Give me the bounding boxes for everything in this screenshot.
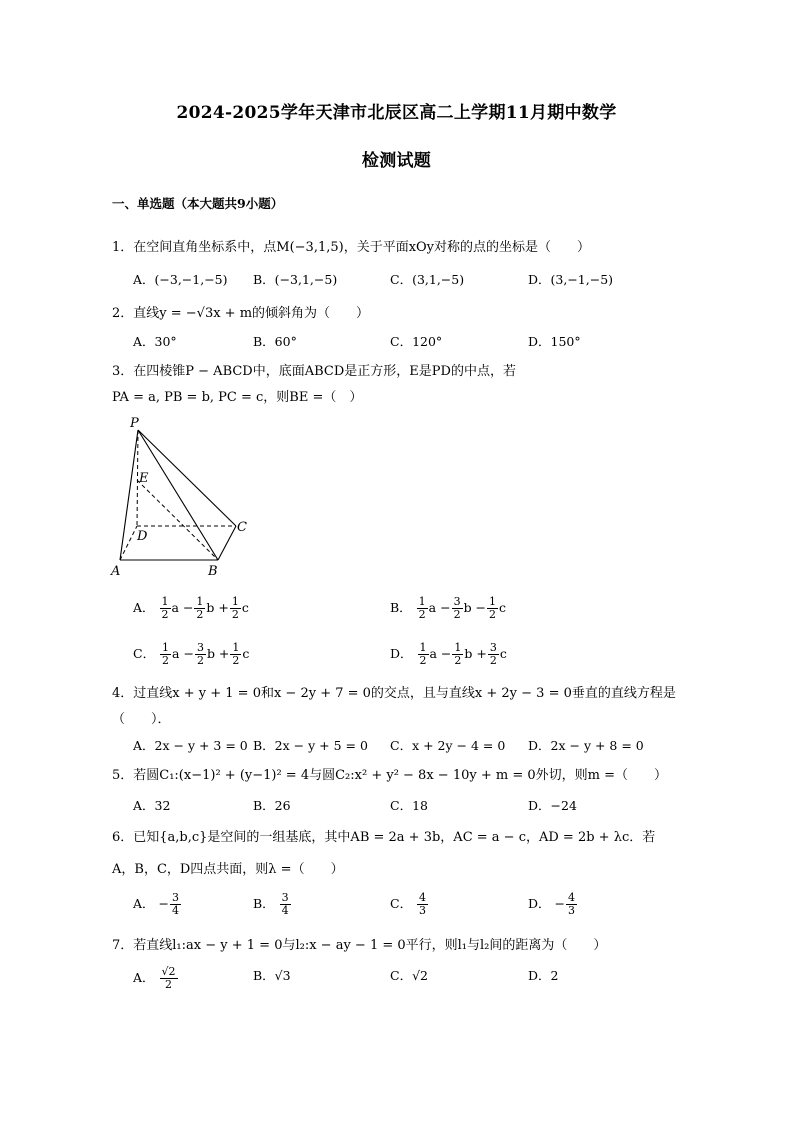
question-4-stem: 4．过直线x + y + 1 = 0和x − 2y + 7 = 0的交点，且与直线x + 2y − 3 = 0垂直的直线方程是 bbox=[112, 686, 676, 701]
option-a: A． $\frac{1}{2}$ a − $\frac{1}{2}$ b + $\frac{1}{2}$ c bbox=[133, 595, 249, 621]
question-6-options bbox=[133, 892, 693, 916]
pyramid-figure bbox=[108, 412, 258, 582]
option-b: B．(−3,1,−5) bbox=[253, 272, 338, 287]
option-b: B．60° bbox=[253, 334, 297, 349]
option-d: D． − $\frac{4}{3}$ bbox=[528, 891, 575, 917]
option-d: D．2 bbox=[528, 968, 559, 983]
option-b: B． $\frac{3}{4}$ bbox=[253, 891, 289, 917]
option-b: B．2x − y + 5 = 0 bbox=[253, 738, 368, 753]
question-7-options bbox=[133, 966, 693, 990]
fraction: $\frac{1}{2}$ bbox=[162, 641, 170, 667]
fraction: $\frac{3}{2}$ bbox=[453, 595, 461, 621]
fraction: $\frac{4}{3}$ bbox=[419, 891, 427, 917]
option-a: A．2x − y + 3 = 0 bbox=[133, 738, 248, 753]
fraction: $\frac{3}{4}$ bbox=[171, 891, 179, 917]
question-5-options bbox=[133, 796, 693, 820]
question-2-stem: 2．直线y = −√3x + m的倾斜角为（ ） bbox=[112, 306, 370, 321]
question-6-stem: 6．已知{a,b,c}是空间的一组基底，其中AB = 2a + 3b，AC = a − c，AD = 2b + λc．若 bbox=[112, 830, 656, 845]
fraction: $\frac{4}{3}$ bbox=[567, 891, 575, 917]
question-4-options bbox=[133, 736, 693, 760]
document-title: 2024-2025学年天津市北辰区高二上学期11月期中数学 bbox=[176, 103, 617, 123]
option-d: D．150° bbox=[528, 334, 581, 349]
question-3-stem: 3．在四棱锥P − ABCD中，底面ABCD是正方形，E是PD的中点，若 bbox=[112, 364, 516, 379]
label-b: B bbox=[208, 564, 218, 579]
option-c: C． $\frac{1}{2}$ a − $\frac{3}{2}$ b + $\frac{1}{2}$ c bbox=[133, 641, 250, 667]
fraction: $\frac{3}{2}$ bbox=[196, 641, 204, 667]
fraction: $\frac{3}{2}$ bbox=[489, 641, 497, 667]
fraction: $\frac{1}{2}$ bbox=[454, 641, 462, 667]
option-b: B． $\frac{1}{2}$ a − $\frac{3}{2}$ b − $\frac{1}{2}$ c bbox=[390, 595, 507, 621]
option-c: C．18 bbox=[390, 798, 428, 813]
label-c: C bbox=[237, 520, 247, 535]
option-c: C．x + 2y − 4 = 0 bbox=[390, 738, 506, 753]
fraction: $\frac{1}{2}$ bbox=[161, 595, 169, 621]
option-a: A．(−3,−1,−5) bbox=[133, 272, 228, 287]
question-1-options bbox=[133, 270, 693, 294]
question-6-stem-continued: A，B，C，D四点共面，则λ =（ ） bbox=[112, 862, 344, 877]
fraction: $\frac{1}{2}$ bbox=[419, 641, 427, 667]
fraction: $\frac{1}{2}$ bbox=[231, 595, 239, 621]
fraction: $\frac{1}{2}$ bbox=[489, 595, 497, 621]
option-c: C．(3,1,−5) bbox=[390, 272, 465, 287]
option-a: A． − $\frac{3}{4}$ bbox=[133, 891, 179, 917]
document-subtitle: 检测试题 bbox=[361, 151, 432, 171]
fraction: $\frac{√2}{2}$ bbox=[161, 965, 176, 991]
option-c: C．√2 bbox=[390, 968, 428, 983]
option-d: D． $\frac{1}{2}$ a − $\frac{1}{2}$ b + $\frac{3}{2}$ c bbox=[390, 641, 507, 667]
option-b: B．26 bbox=[253, 798, 291, 813]
label-p: P bbox=[130, 416, 139, 431]
option-c: C． $\frac{4}{3}$ bbox=[390, 891, 427, 917]
option-c: C．120° bbox=[390, 334, 443, 349]
option-d: D．2x − y + 8 = 0 bbox=[528, 738, 644, 753]
fraction: $\frac{1}{2}$ bbox=[418, 595, 426, 621]
question-2-options bbox=[133, 332, 693, 356]
question-1-stem: 1．在空间直角坐标系中，点M(−3,1,5)，关于平面xOy对称的点的坐标是（ ） bbox=[112, 240, 591, 255]
fraction: $\frac{1}{2}$ bbox=[232, 641, 240, 667]
option-d: D．(3,−1,−5) bbox=[528, 272, 614, 287]
option-a: A．32 bbox=[133, 798, 171, 813]
question-3-options-row2 bbox=[133, 642, 693, 666]
label-d: D bbox=[137, 529, 148, 544]
fraction: $\frac{3}{4}$ bbox=[281, 891, 289, 917]
section-heading: 一、单选题（本大题共9小题） bbox=[112, 196, 284, 211]
option-d: D．−24 bbox=[528, 798, 577, 813]
question-4-stem-continued: （ ）． bbox=[112, 712, 171, 727]
option-a: A．30° bbox=[133, 334, 177, 349]
fraction: $\frac{1}{2}$ bbox=[196, 595, 204, 621]
label-e: E bbox=[139, 471, 149, 486]
question-3-stem-continued: PA = a, PB = b, PC = c，则BE =（ ） bbox=[112, 390, 363, 405]
question-5-stem: 5．若圆C₁:(x−1)² + (y−1)² = 4与圆C₂:x² + y² − 8x − 10y + m = 0外切，则m =（ ） bbox=[112, 768, 667, 783]
option-a: A． $\frac{√2}{2}$ bbox=[133, 965, 176, 991]
label-a: A bbox=[111, 564, 121, 579]
question-7-stem: 7．若直线l₁:ax − y + 1 = 0与l₂:x − ay − 1 = 0平行，则l₁与l₂间的距离为（ ） bbox=[112, 938, 607, 953]
question-3-options-row1 bbox=[133, 596, 693, 620]
option-b: B．√3 bbox=[253, 968, 291, 983]
